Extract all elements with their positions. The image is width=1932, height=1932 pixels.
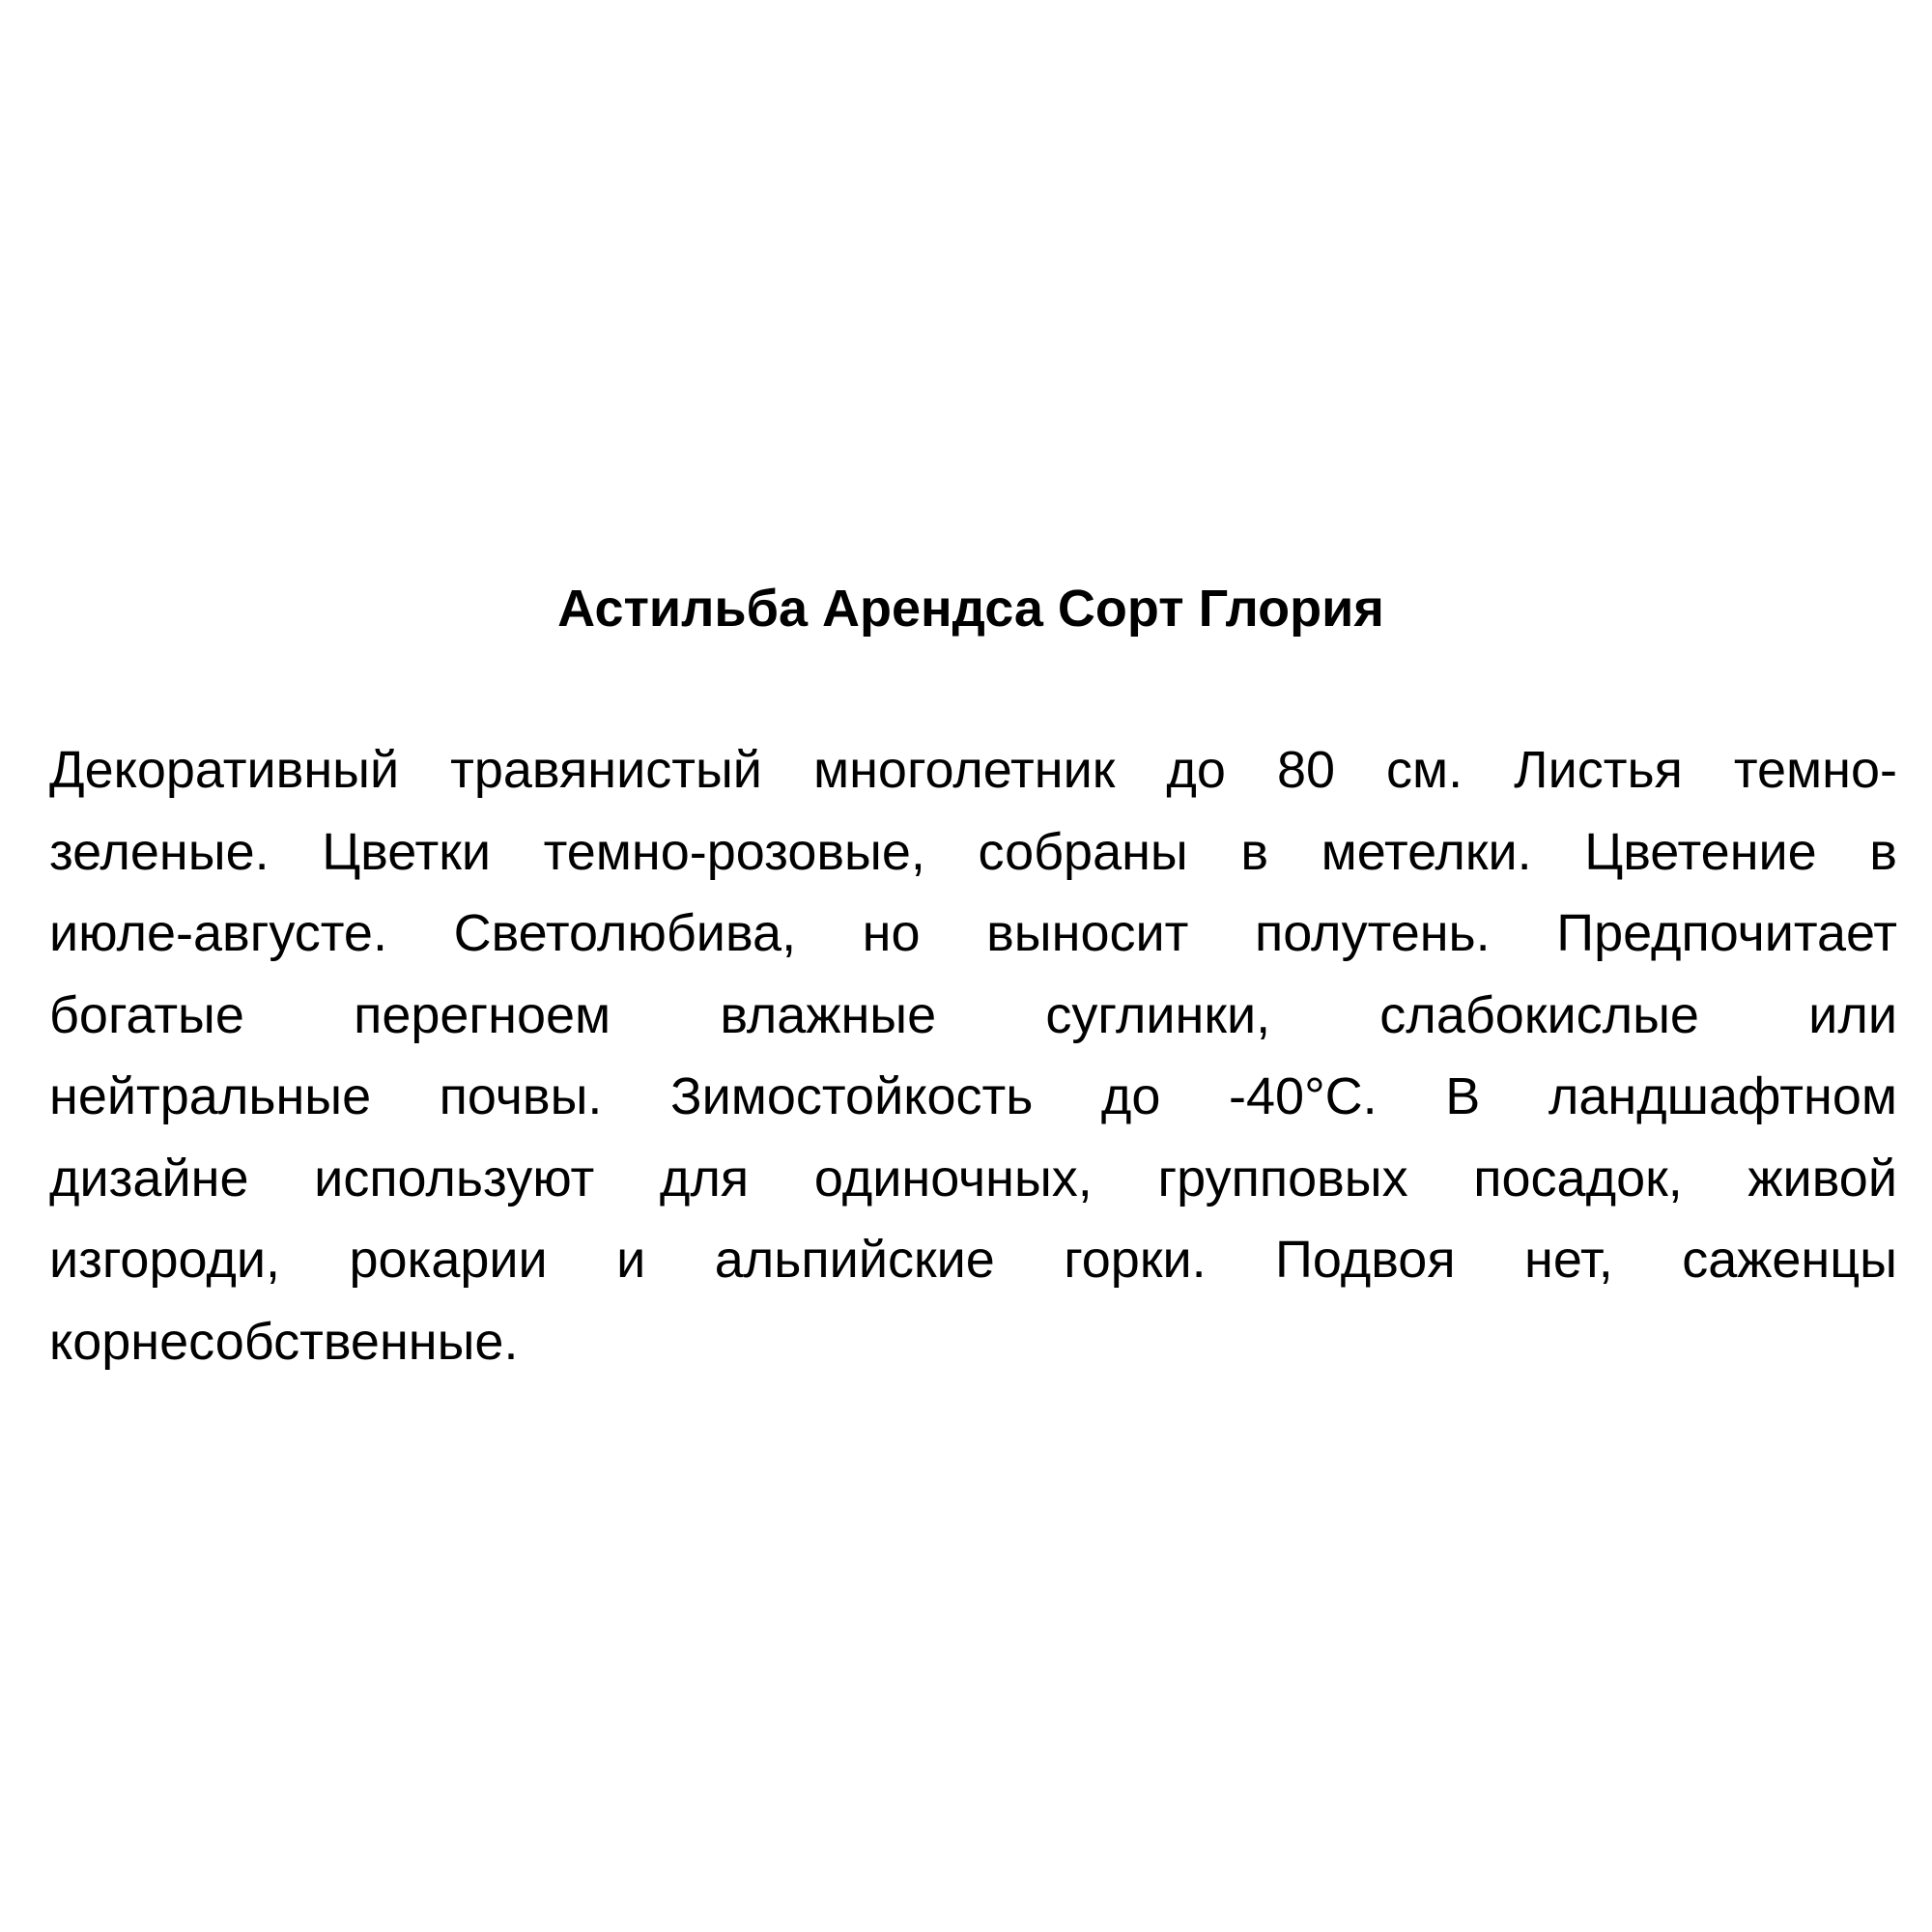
- description-line: Декоративный травянистый многолетник до 80 см. Листья темно-: [49, 741, 1897, 799]
- description: [49, 729, 1897, 1382]
- description-line: корнесобственные.: [49, 1312, 519, 1371]
- description-line: нейтральные почвы. Зимостойкость до -40°С. В ландшафтном: [49, 1067, 1897, 1125]
- description-line: богатые перегноем влажные суглинки, слабокислые или: [49, 985, 1897, 1044]
- description-line: зеленые. Цветки темно-розовые, собраны в метелки. Цветение в: [49, 822, 1897, 881]
- description-line: дизайне используют для одиночных, групповых посадок, живой: [49, 1149, 1897, 1208]
- description-line: июле-августе. Светолюбива, но выносит полутень. Предпочитает: [49, 904, 1897, 962]
- description-line: изгороди, рокарии и альпийские горки. Подвоя нет, саженцы: [49, 1231, 1897, 1289]
- page-title: Астильба Арендса Сорт Глория: [557, 580, 1384, 638]
